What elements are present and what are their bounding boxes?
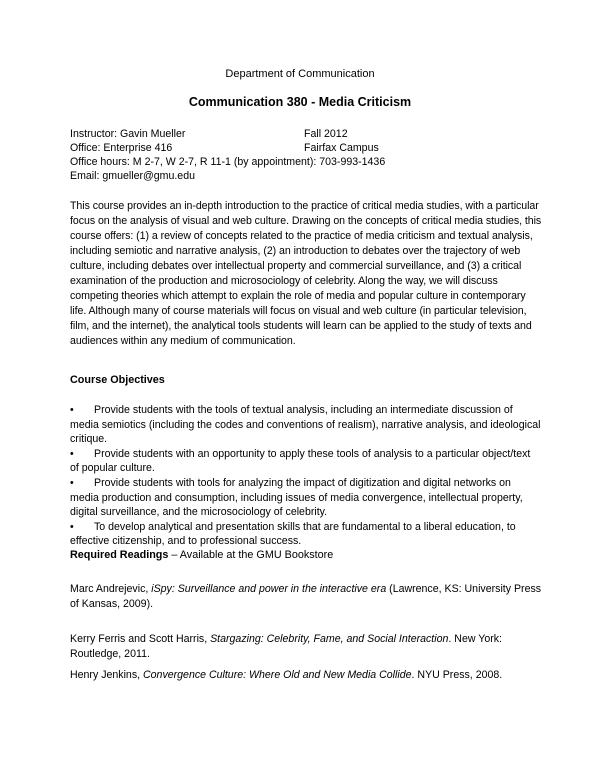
- office-hours: Office hours: M 2-7, W 2-7, R 11-1 (by appointment): 703-993-1436: [70, 156, 386, 168]
- objective-item: [70, 403, 542, 447]
- citation-title: iSpy: Surveillance and power in the interactive era: [151, 583, 387, 595]
- citation-publisher: . NYU Press, 2008.: [411, 669, 503, 681]
- objective-text: Provide students with an opportunity to apply these tools of analysis to a particular object/text of popular culture.: [70, 447, 531, 475]
- bullet-glyph: •: [70, 404, 74, 416]
- campus: Fairfax Campus: [304, 142, 379, 154]
- bullet-glyph: •: [70, 476, 74, 489]
- citation-title: Stargazing: Celebrity, Fame, and Social Interaction: [210, 633, 449, 645]
- info-row-email: [70, 169, 540, 183]
- objective-text: Provide students with the tools of textual analysis, including an intermediate discussion of media semiotics (including the codes and conventions of realism), narrative analysis, and ideological critique.: [70, 404, 541, 446]
- citation-author: Marc Andrejevic,: [70, 583, 152, 595]
- term: Fall 2012: [304, 128, 348, 140]
- instructor-name: Instructor: Gavin Mueller: [70, 128, 186, 140]
- citation-author: Henry Jenkins,: [70, 669, 144, 681]
- bullet-glyph: •: [70, 447, 74, 460]
- reading-citation: [70, 668, 542, 683]
- course-title: Communication 380 - Media Criticism: [188, 95, 412, 109]
- info-row-hours: [70, 155, 540, 169]
- readings-heading-note: – Available at the GMU Bookstore: [168, 549, 334, 561]
- reading-citation: [70, 582, 542, 612]
- email: Email: gmueller@gmu.edu: [70, 170, 195, 182]
- objective-item: [70, 447, 542, 476]
- office-location: Office: Enterprise 416: [70, 142, 173, 154]
- objective-item: [70, 476, 542, 520]
- readings-heading-label: Required Readings: [70, 549, 169, 561]
- citation-publisher: . New York: Routledge, 2011.: [70, 633, 502, 660]
- objective-text: Provide students with tools for analyzing the impact of digitization and digital networks on media production and consumption, including issues of media convergence, intellectual property, digital surveillance, and the microsociology of celebrity.: [70, 476, 523, 519]
- objective-item: [70, 520, 542, 549]
- objectives-list: [70, 403, 542, 549]
- instructor-info: [70, 127, 540, 183]
- info-row-office: [70, 141, 540, 155]
- readings-heading: [70, 549, 333, 561]
- objective-text: To develop analytical and presentation skills that are fundamental to a liberal education, to effective citizenship, and to professional success.: [70, 520, 516, 548]
- citation-title: Convergence Culture: Where Old and New Media Collide: [143, 669, 412, 681]
- course-description: This course provides an in-depth introduction to the practice of critical media studies, with a particular focus on the analysis of visual and web culture. Drawing on the concepts of critical media studies, this course offers: (1) a review of concepts related to the practice of media criticism and textual analysis, including semiotic and narrative analysis, (2) an introduction to debates over the trajectory of web culture, including debates over intellectual property and commercial surveillance, and (3) a critical examination of the production and microsociology of celebrity. Along the way, we will discuss competing theories which attempt to explain the role of media and popular culture in contemporary life. Although many of course materials will focus on visual and web culture (in particular television, film, and the internet), the analytical tools students will learn can be applied to the study of texts and audiences within any medium of communication.: [70, 200, 542, 347]
- objectives-heading: Course Objectives: [70, 374, 165, 386]
- citation-author: Kerry Ferris and Scott Harris,: [70, 633, 211, 645]
- citation-publisher: (Lawrence, KS: University Press of Kansas, 2009).: [70, 583, 542, 610]
- department-name: Department of Communication: [225, 68, 375, 80]
- bullet-glyph: •: [70, 520, 74, 533]
- reading-citation: [70, 632, 542, 662]
- info-row-instructor: [70, 127, 540, 141]
